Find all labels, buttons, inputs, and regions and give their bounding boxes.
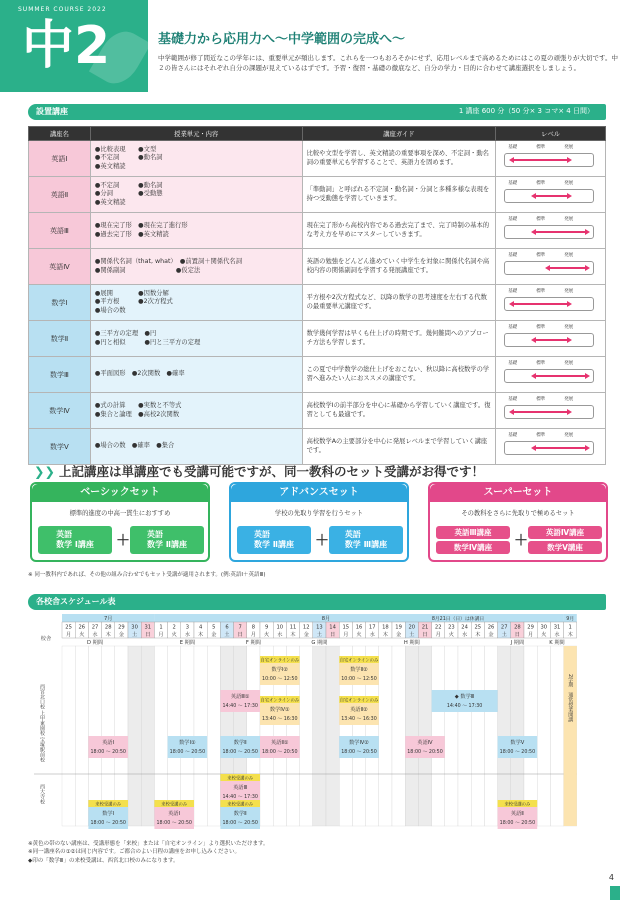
- block-time: 10:00 ～ 12:50: [262, 677, 298, 682]
- course-row: [29, 141, 606, 177]
- campus-name: 西大寺校: [39, 784, 45, 804]
- campus-label: 校舎: [40, 636, 52, 642]
- level-label: 標準: [536, 145, 546, 150]
- course-units: ●現在完了形 ●現在完了進行形 ●過去完了形 ●英文精読: [90, 213, 302, 249]
- day-label: 木: [105, 632, 111, 638]
- mode-tag-label: 自宅オンラインのみ: [339, 698, 379, 704]
- advance-set-card: [229, 482, 409, 562]
- level-label: 発展: [564, 145, 574, 150]
- course-name: 英語Ⅰ: [29, 141, 91, 177]
- holiday-note: 8月21日（日）は休講日: [431, 617, 485, 622]
- basic-set-card: [30, 482, 210, 562]
- courses-header-row: [29, 127, 606, 141]
- course-row: [29, 357, 606, 393]
- level-label: 基礎: [508, 289, 518, 294]
- super-set-desc: その教科をさらに先取りで極めるセット: [461, 510, 575, 517]
- day-column: [458, 646, 471, 826]
- day-column: [75, 646, 88, 826]
- mode-tag-label: 自宅オンラインのみ: [260, 658, 300, 664]
- level-label: 発展: [564, 289, 574, 294]
- month-label: 9月: [566, 617, 575, 622]
- courses-section-note: 1 講座 600 分（50 分× 3 コマ× 4 日間）: [458, 107, 594, 115]
- block-course: 英語Ⅲ: [233, 785, 248, 791]
- day-column: [154, 646, 167, 826]
- course-name: 英語Ⅲ: [29, 213, 91, 249]
- day-label: 金: [211, 632, 217, 638]
- course-level: [496, 357, 606, 393]
- course-units: ●式の計算 ●実数と不等式 ●集合と論理 ●高校2次関数: [90, 393, 302, 429]
- basic-set-pair: [38, 526, 202, 554]
- level-label: 発展: [564, 325, 574, 330]
- courses-table: [28, 126, 606, 465]
- course-name: 数学Ⅳ: [29, 393, 91, 429]
- date-label: 13: [316, 624, 323, 631]
- day-label: 金: [488, 632, 494, 638]
- date-label: 3: [185, 624, 190, 631]
- plus-icon: ＋: [514, 533, 528, 549]
- block-time: 18:00 ～ 20:50: [499, 821, 536, 826]
- day-label: 水: [554, 632, 560, 638]
- super-set-course-a1: 英語Ⅲ講座: [436, 526, 510, 539]
- course-name: 数学Ⅲ: [29, 357, 91, 393]
- col-units: 授業単元・内容: [90, 127, 302, 141]
- day-label: 土: [409, 632, 415, 638]
- set-promo: [34, 462, 484, 480]
- course-level: [496, 177, 606, 213]
- day-label: 水: [184, 632, 191, 638]
- period-label: E 期間: [179, 640, 196, 646]
- super-set-course-b2: 数学Ⅴ講座: [528, 541, 602, 554]
- level-label: 発展: [564, 361, 574, 366]
- date-label: 1: [568, 624, 572, 631]
- day-label: 水: [461, 632, 468, 638]
- day-column: [141, 646, 154, 826]
- day-column: [537, 646, 550, 826]
- advance-set-title: アドバンスセット: [231, 484, 407, 502]
- month-cell: [154, 614, 563, 622]
- level-range-arrow: [531, 229, 590, 235]
- date-label: 24: [461, 624, 468, 631]
- day-label: 木: [567, 632, 573, 638]
- block-course: 数学Ⅱ: [233, 740, 247, 746]
- side-label: 2学期 通常授業開講: [567, 674, 574, 723]
- day-label: 火: [79, 632, 85, 638]
- plus-icon: ＋: [315, 533, 329, 549]
- day-label: 土: [501, 632, 507, 638]
- day-label: 金: [303, 632, 309, 638]
- schedule-note: ◆印の「数学Ⅲ」の来校受講は、西宮北口校のみになります。: [28, 857, 179, 864]
- super-set-course-b1: 英語Ⅳ講座: [528, 526, 602, 539]
- level-range-arrow: [531, 337, 572, 343]
- date-label: 16: [355, 624, 363, 631]
- mode-tag-label: 来校受講のみ: [504, 802, 531, 808]
- mode-tag-label: 自宅オンラインのみ: [339, 658, 379, 664]
- level-range-arrow: [509, 409, 572, 415]
- set-promo-text: 上記講座は単講座でも受講可能ですが、同一教科のセット受講がお得です！: [58, 464, 484, 479]
- day-label: 土: [131, 632, 138, 638]
- course-units: ●展開 ●因数分解 ●平方根 ●2次方程式 ●場合の数: [90, 285, 302, 321]
- level-label: 基礎: [508, 361, 518, 366]
- course-units: ●三平方の定理 ●円 ●円と相似 ●円と三平方の定理: [90, 321, 302, 357]
- level-label: 標準: [536, 325, 546, 330]
- date-label: 31: [553, 624, 561, 631]
- block-time: 18:00 ～ 20:50: [90, 750, 126, 755]
- schedule-note: ※黄色の帯のない講座は、受講形態を「来校」または「自宅オンライン」より選択いただけます。: [28, 841, 269, 847]
- super-set-title: スーパーセット: [430, 484, 606, 502]
- day-column: [62, 646, 75, 826]
- period-label: F 期間: [245, 640, 261, 646]
- day-label: 月: [343, 632, 349, 638]
- day-label: 日: [145, 632, 151, 638]
- date-label: 22: [434, 624, 442, 631]
- date-label: 28: [514, 624, 521, 631]
- date-label: 2: [172, 624, 176, 631]
- level-range-arrow: [531, 193, 572, 199]
- course-guide: 高校数学Ⅰの前半部分を中心に基礎から学習していく講座です。復習としても最適です。: [302, 393, 496, 429]
- schedule-grid: [34, 614, 604, 834]
- day-column: [471, 646, 484, 826]
- level-label: 基礎: [508, 325, 518, 330]
- block-course: ◆ 数学Ⅲ: [454, 694, 475, 700]
- set-note: ※ 同一教科内であれば、その他の組み合わせでもセット受講が適用されます。(例:英語Ⅰ＋英語Ⅲ): [28, 572, 266, 578]
- course-units: ●比較表現 ●文型 ●不定詞 ●動名詞 ●英文精読: [90, 141, 302, 177]
- intro-text: 中学範囲が修了間近なこの学年には、重要単元が頻出します。これらを一つもおろそかにせず、応用レベルまで高めるためにはこの夏の頑張りが大切です。中２の皆さんにはそれぞれ自分の課題が見えているはずです。予習・復習・基礎の徹底など、自分の学力・目的に合わせて講座選択をしましょう。: [158, 54, 618, 72]
- date-label: 9: [264, 624, 269, 631]
- course-level: [496, 429, 606, 465]
- month-label: 7月: [103, 616, 113, 622]
- super-set-card: [428, 482, 608, 562]
- day-label: 水: [92, 632, 98, 638]
- level-label: 標準: [536, 253, 546, 258]
- basic-set-title: ベーシックセット: [32, 484, 208, 502]
- block-course: 数学Ⅱ: [233, 811, 247, 817]
- date-label: 29: [527, 624, 534, 631]
- date-label: 10: [276, 624, 284, 631]
- course-name: 英語Ⅳ: [29, 249, 91, 285]
- period-label: K 期間: [549, 640, 565, 646]
- date-label: 5: [212, 624, 216, 631]
- block-course: 数学Ⅰ①: [179, 740, 196, 746]
- courses-section-title: 設置講座: [36, 107, 68, 116]
- course-row: [29, 177, 606, 213]
- course-row: [29, 429, 606, 465]
- block-time: 13:40 ～ 16:30: [341, 717, 377, 722]
- course-name: 数学Ⅱ: [29, 321, 91, 357]
- block-course: 英語Ⅰ: [168, 811, 181, 817]
- course-guide: 英語の勉強をどんどん進めていく中学生を対象に関係代名詞や高校内容の関係副詞を学習する発展講座です。: [302, 249, 496, 285]
- course-units: ●関係代名詞（that, what） ●前置詞＋関係代名詞 ●関係副詞 ●仮定法: [90, 249, 302, 285]
- course-level: [496, 321, 606, 357]
- level-label: 標準: [536, 397, 546, 402]
- period-label: D 期間: [86, 640, 104, 646]
- side-band: [564, 646, 577, 826]
- level-label: 発展: [564, 433, 574, 438]
- date-label: 18: [382, 624, 389, 631]
- date-label: 23: [448, 624, 455, 631]
- course-row: [29, 393, 606, 429]
- course-name: 英語Ⅱ: [29, 177, 91, 213]
- day-label: 土: [224, 632, 230, 638]
- block-time: 14:40 ～ 17:30: [222, 795, 258, 800]
- course-level: [496, 141, 606, 177]
- level-label: 発展: [564, 217, 574, 222]
- day-column: [300, 646, 313, 826]
- level-label: 標準: [536, 433, 546, 438]
- level-label: 発展: [564, 397, 574, 402]
- chevron-right-icon: ❯❯: [34, 464, 55, 479]
- date-label: 20: [408, 624, 416, 631]
- advance-set-course-a: 英語 数学 Ⅱ講座: [237, 526, 311, 554]
- course-units: ●平面図形 ●2次関数 ●確率: [90, 357, 302, 393]
- day-label: 火: [541, 632, 547, 638]
- level-label: 基礎: [508, 181, 518, 186]
- course-level: [496, 393, 606, 429]
- col-course-name: 講座名: [29, 127, 91, 141]
- block-course: 英語Ⅰ: [102, 740, 115, 746]
- block-course: 数学Ⅰ: [102, 811, 115, 817]
- date-label: 12: [302, 624, 310, 631]
- day-label: 土: [316, 632, 323, 638]
- course-level: [496, 249, 606, 285]
- page-title: 基礎力から応用力へ～中学範囲の完成へ～: [158, 32, 406, 47]
- day-label: 月: [527, 632, 534, 638]
- day-label: 木: [382, 632, 389, 638]
- super-set-pair: [436, 526, 600, 554]
- block-time: 13:40 ～ 16:30: [262, 717, 298, 722]
- schedule-section-bar: [28, 594, 606, 610]
- block-time: 18:00 ～ 20:50: [90, 821, 126, 826]
- course-units: ●不定詞 ●動名詞 ●分詞 ●受動態 ●英文精読: [90, 177, 302, 213]
- level-range-arrow: [531, 373, 590, 379]
- basic-set-course-a: 英語 数学 Ⅰ講座: [38, 526, 112, 554]
- level-label: 基礎: [508, 397, 518, 402]
- course-label: SUMMER COURSE 2022: [18, 6, 107, 13]
- day-label: 日: [422, 632, 428, 638]
- level-label: 標準: [536, 217, 546, 222]
- block-course: 英語Ⅱ②: [350, 707, 368, 713]
- block-course: 英語Ⅱ①: [271, 740, 289, 746]
- day-label: 月: [435, 632, 441, 638]
- day-label: 火: [356, 632, 362, 638]
- date-label: 27: [500, 624, 508, 631]
- level-label: 基礎: [508, 433, 518, 438]
- date-label: 25: [474, 624, 482, 631]
- day-label: 金: [395, 632, 402, 638]
- day-column: [326, 646, 339, 826]
- block-course: 英語Ⅱ: [510, 811, 524, 817]
- day-label: 火: [171, 632, 177, 638]
- day-label: 日: [329, 632, 336, 638]
- level-label: 発展: [564, 181, 574, 186]
- level-label: 基礎: [508, 217, 518, 222]
- mode-tag-label: 来校受講のみ: [161, 802, 188, 808]
- course-name: 数学Ⅰ: [29, 285, 91, 321]
- date-label: 27: [91, 624, 99, 631]
- course-guide: この夏で中学数学の総仕上げをおこない、秋以降に高校数学の学習へ進みたい人におススメの講座です。: [302, 357, 496, 393]
- schedule-note: ※同一講座名の①②は同じ内容です。ご都合のよい日程の講座をお申し込みください。: [28, 849, 241, 856]
- block-course: 数学Ⅳ②: [349, 740, 369, 746]
- date-label: 6: [225, 624, 229, 631]
- level-label: 基礎: [508, 145, 518, 150]
- block-course: 数学Ⅰ②: [271, 667, 289, 673]
- date-label: 14: [329, 624, 336, 631]
- course-guide: 高校数学Aの主要部分を中心に発展レベルまで学習していく講座です。: [302, 429, 496, 465]
- day-label: 月: [65, 632, 72, 638]
- block-course: 数学Ⅴ: [510, 740, 525, 746]
- date-label: 25: [65, 624, 72, 631]
- course-guide: 比較や文型を学習し、英文精読の重要事項を深め、不定詞・動名詞の重要単元も学習することで、英語力を固めます。: [302, 141, 496, 177]
- day-label: 木: [290, 632, 296, 638]
- mode-tag-label: 自宅オンラインのみ: [260, 698, 300, 704]
- date-label: 26: [487, 624, 495, 631]
- date-label: 21: [421, 624, 429, 631]
- day-column: [313, 646, 326, 826]
- day-column: [484, 646, 497, 826]
- date-label: 30: [131, 624, 138, 631]
- course-guide: 平方根や2次方程式など、以降の数学の思考速度を左右する代数の最重要単元講座です。: [302, 285, 496, 321]
- block-course: 数学Ⅱ②: [350, 667, 368, 673]
- block-time: 18:00 ～ 20:50: [222, 821, 258, 826]
- basic-set-desc: 標準的進度の中高一貫生におすすめ: [69, 510, 171, 517]
- mode-tag-label: 来校受講のみ: [95, 802, 122, 808]
- date-label: 15: [342, 624, 350, 631]
- day-label: 木: [197, 632, 204, 638]
- page-number: 4: [608, 873, 614, 882]
- basic-set-course-b: 英語 数学 Ⅱ講座: [130, 526, 204, 554]
- day-label: 月: [250, 632, 257, 638]
- course-guide: 数学幾何学習は早くも仕上げの時期です。幾何難問へのアプローチ方法も学習します。: [302, 321, 496, 357]
- day-column: [445, 646, 458, 826]
- level-range-arrow: [545, 265, 590, 271]
- course-row: [29, 321, 606, 357]
- day-column: [392, 646, 405, 826]
- date-label: 26: [78, 624, 86, 631]
- advance-set-pair: [237, 526, 401, 554]
- day-label: 月: [158, 632, 164, 638]
- course-units: ●場合の数 ●確率 ●集合: [90, 429, 302, 465]
- col-guide: 講座ガイド: [302, 127, 496, 141]
- block-time: 18:00 ～ 20:50: [341, 750, 377, 755]
- level-range-arrow: [509, 157, 572, 163]
- course-guide: 現在完了形から高校内容である過去完了まで、完了時制の基本的な考え方を早めにマスターしていきます。: [302, 213, 496, 249]
- date-label: 4: [198, 624, 203, 631]
- level-label: 基礎: [508, 253, 518, 258]
- day-column: [379, 646, 392, 826]
- period-label: G 期間: [311, 640, 328, 646]
- advance-set-desc: 学校の先取り学習を行うセット: [274, 510, 364, 517]
- course-row: [29, 249, 606, 285]
- block-time: 10:00 ～ 12:50: [341, 677, 377, 682]
- level-label: 標準: [536, 361, 546, 366]
- date-label: 28: [104, 624, 112, 631]
- day-label: 金: [118, 632, 125, 638]
- block-time: 18:00 ～ 20:50: [169, 750, 206, 755]
- day-label: 日: [237, 632, 243, 638]
- level-label: 標準: [536, 181, 546, 186]
- grade-label: 中2: [22, 16, 111, 76]
- advance-set-course-b: 英語 数学 Ⅲ講座: [329, 526, 403, 554]
- date-label: 8: [251, 624, 256, 631]
- period-label: J 期間: [510, 640, 525, 646]
- day-column: [128, 646, 141, 826]
- level-range-arrow: [509, 301, 572, 307]
- month-label: 8月: [321, 616, 331, 622]
- level-label: 標準: [536, 289, 546, 294]
- day-label: 日: [514, 632, 521, 638]
- block-time: 18:00 ～ 20:50: [156, 821, 192, 826]
- col-level: レベル: [496, 127, 606, 141]
- campus-name: 西宮北口校 上甲東園校 宝塚駅前校: [39, 684, 45, 763]
- block-time: 18:00 ～ 20:50: [407, 750, 443, 755]
- block-time: 18:00 ～ 20:50: [222, 750, 258, 755]
- day-column: [207, 646, 220, 826]
- course-guide: 「準動詞」と呼ばれる不定詞・動名詞・分詞と多種多様な表現を持つ受動態を学習していきます。: [302, 177, 496, 213]
- mode-tag-label: 来校受講のみ: [227, 776, 254, 782]
- super-set-course-a2: 数学Ⅳ講座: [436, 541, 510, 554]
- day-label: 火: [448, 632, 455, 638]
- date-label: 29: [118, 624, 125, 631]
- block-time: 18:00 ～ 20:50: [262, 750, 298, 755]
- schedule-section-title: 各校舎スケジュール表: [36, 597, 116, 606]
- course-level: [496, 285, 606, 321]
- date-label: 1: [159, 624, 163, 631]
- date-label: 19: [395, 624, 402, 631]
- day-label: 火: [263, 632, 270, 638]
- schedule-notes: [28, 840, 269, 865]
- date-label: 31: [144, 624, 152, 631]
- mode-tag-label: 来校受講のみ: [227, 802, 254, 808]
- courses-section-bar: [28, 104, 606, 120]
- level-label: 発展: [564, 253, 574, 258]
- course-name: 数学Ⅴ: [29, 429, 91, 465]
- block-time: 14:40 ～ 17:30: [222, 704, 258, 709]
- day-label: 水: [277, 632, 283, 638]
- block-time: 18:00 ～ 20:50: [499, 750, 536, 755]
- date-label: 7: [238, 624, 242, 631]
- date-label: 11: [289, 624, 297, 631]
- block-course: 英語Ⅳ: [417, 740, 433, 746]
- block-course: 数学Ⅳ①: [269, 707, 290, 713]
- block-course: 英語Ⅲ①: [230, 694, 250, 700]
- day-label: 水: [369, 632, 375, 638]
- date-label: 30: [540, 624, 548, 631]
- date-label: 17: [368, 624, 376, 631]
- block-time: 14:40 ～ 17:30: [446, 704, 483, 709]
- day-column: [550, 646, 563, 826]
- course-row: [29, 213, 606, 249]
- page-corner-mark: [610, 886, 620, 900]
- day-label: 木: [475, 632, 481, 638]
- plus-icon: ＋: [116, 533, 130, 549]
- course-level: [496, 213, 606, 249]
- period-label: H 期間: [403, 640, 420, 646]
- level-range-arrow: [531, 445, 590, 451]
- course-row: [29, 285, 606, 321]
